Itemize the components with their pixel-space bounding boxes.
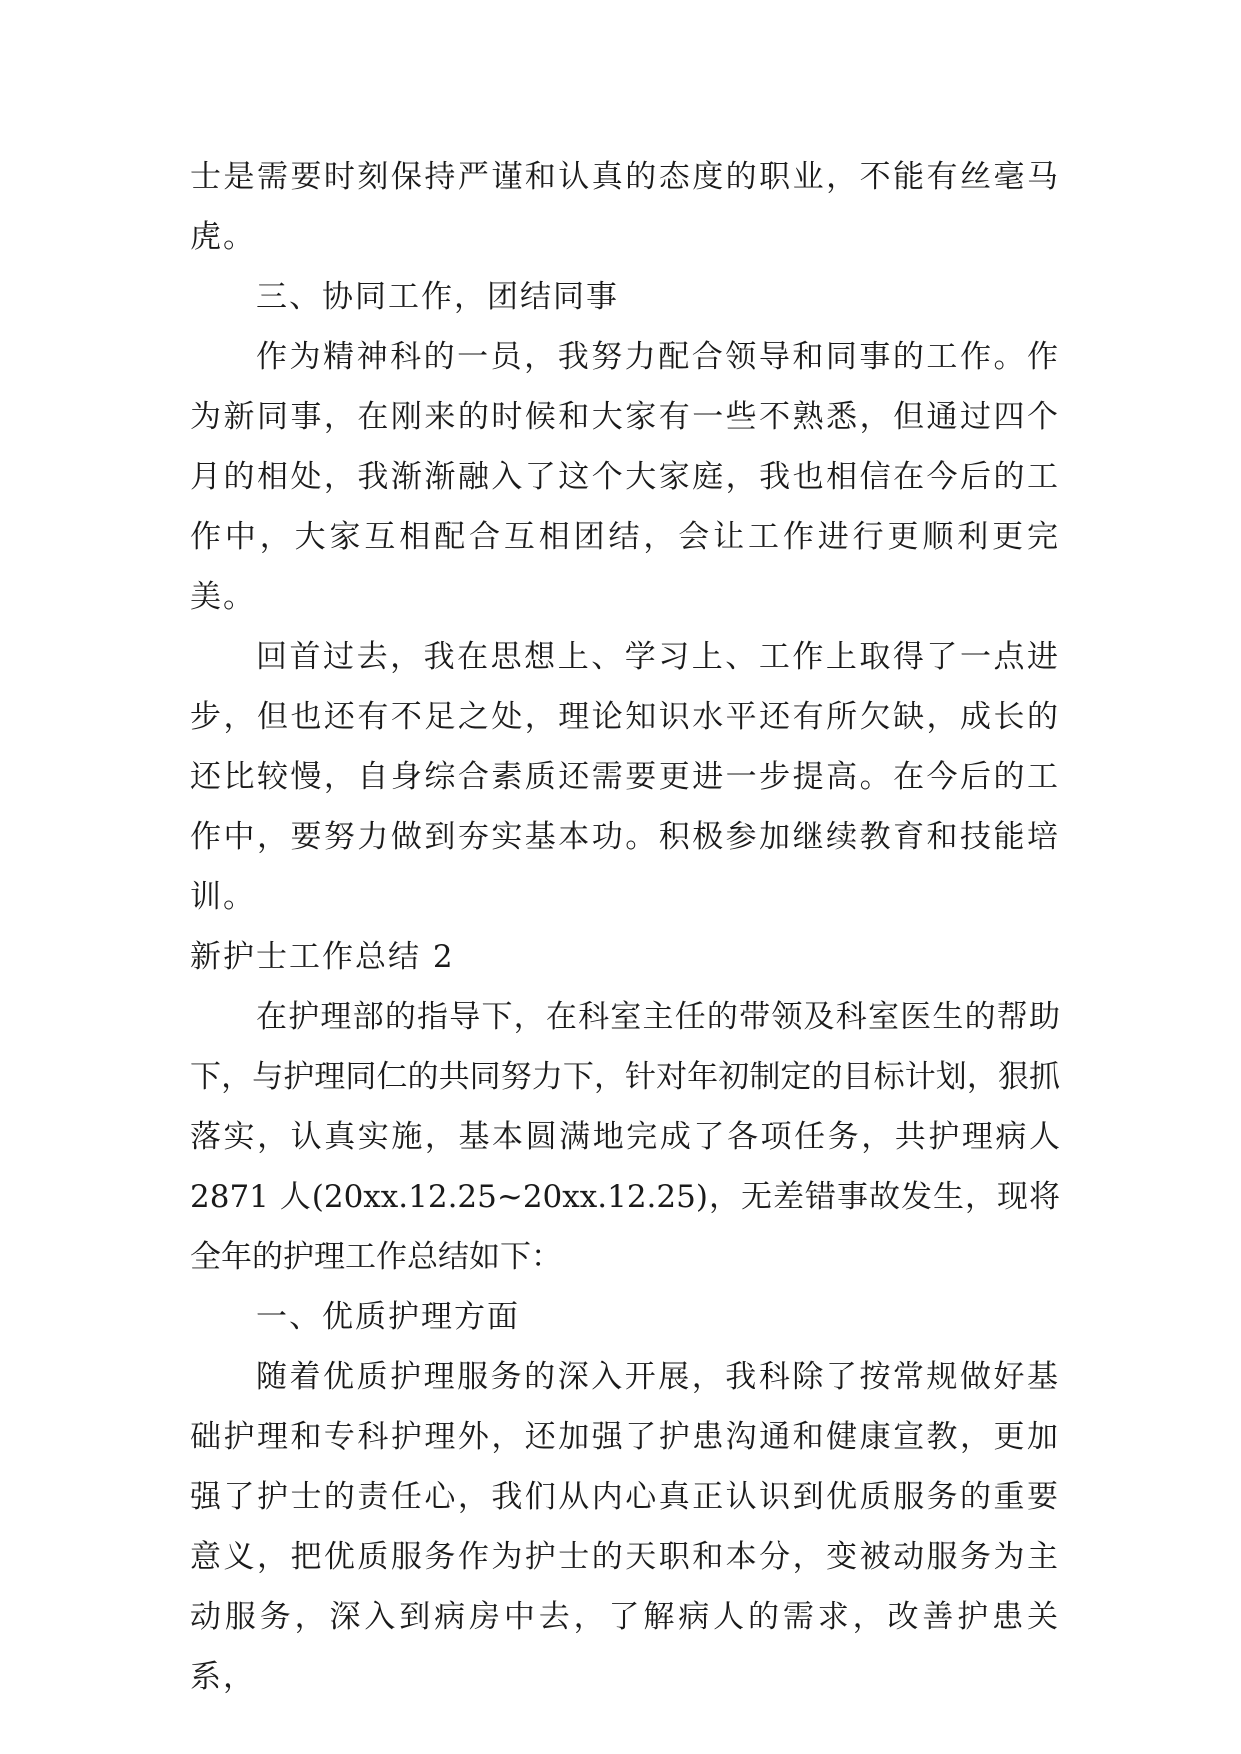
document-page <box>190 147 1060 1707</box>
paragraph-intro-2: 在护理部的指导下，在科室主任的带领及科室医生的帮助下，与护理同仁的共同努力下，针对年初制定的目标计划，狠抓落实，认真实施，基本圆满地完成了各项任务，共护理病人 2871 人(20xx.12.25~20xx.12.25)，无差错事故发生，现将全年的护理工作总结如下： <box>190 999 1060 1275</box>
paragraph-continuation: 士是需要时刻保持严谨和认真的态度的职业，不能有丝毫马虎。 <box>190 159 1060 255</box>
section-heading-quality-care: 一、优质护理方面 <box>256 1299 520 1335</box>
section-heading-teamwork: 三、协同工作，团结同事 <box>256 279 619 315</box>
paragraph-teamwork: 作为精神科的一员，我努力配合领导和同事的工作。作为新同事，在刚来的时候和大家有一些不熟悉，但通过四个月的相处，我渐渐融入了这个大家庭，我也相信在今后的工作中，大家互相配合互相团结，会让工作进行更顺利更完美。 <box>190 339 1060 615</box>
paragraph-quality-care: 随着优质护理服务的深入开展，我科除了按常规做好基础护理和专科护理外，还加强了护患沟通和健康宣教，更加强了护士的责任心，我们从内心真正认识到优质服务的重要意义，把优质服务作为护士的天职和本分，变被动服务为主动服务，深入到病房中去，了解病人的需求，改善护患关系， <box>190 1359 1060 1695</box>
paragraph-review: 回首过去，我在思想上、学习上、工作上取得了一点进步，但也还有不足之处，理论知识水平还有所欠缺，成长的还比较慢，自身综合素质还需要更进一步提高。在今后的工作中，要努力做到夯实基本功。积极参加继续教育和技能培训。 <box>190 639 1060 915</box>
article-title-2: 新护士工作总结 2 <box>190 939 455 975</box>
